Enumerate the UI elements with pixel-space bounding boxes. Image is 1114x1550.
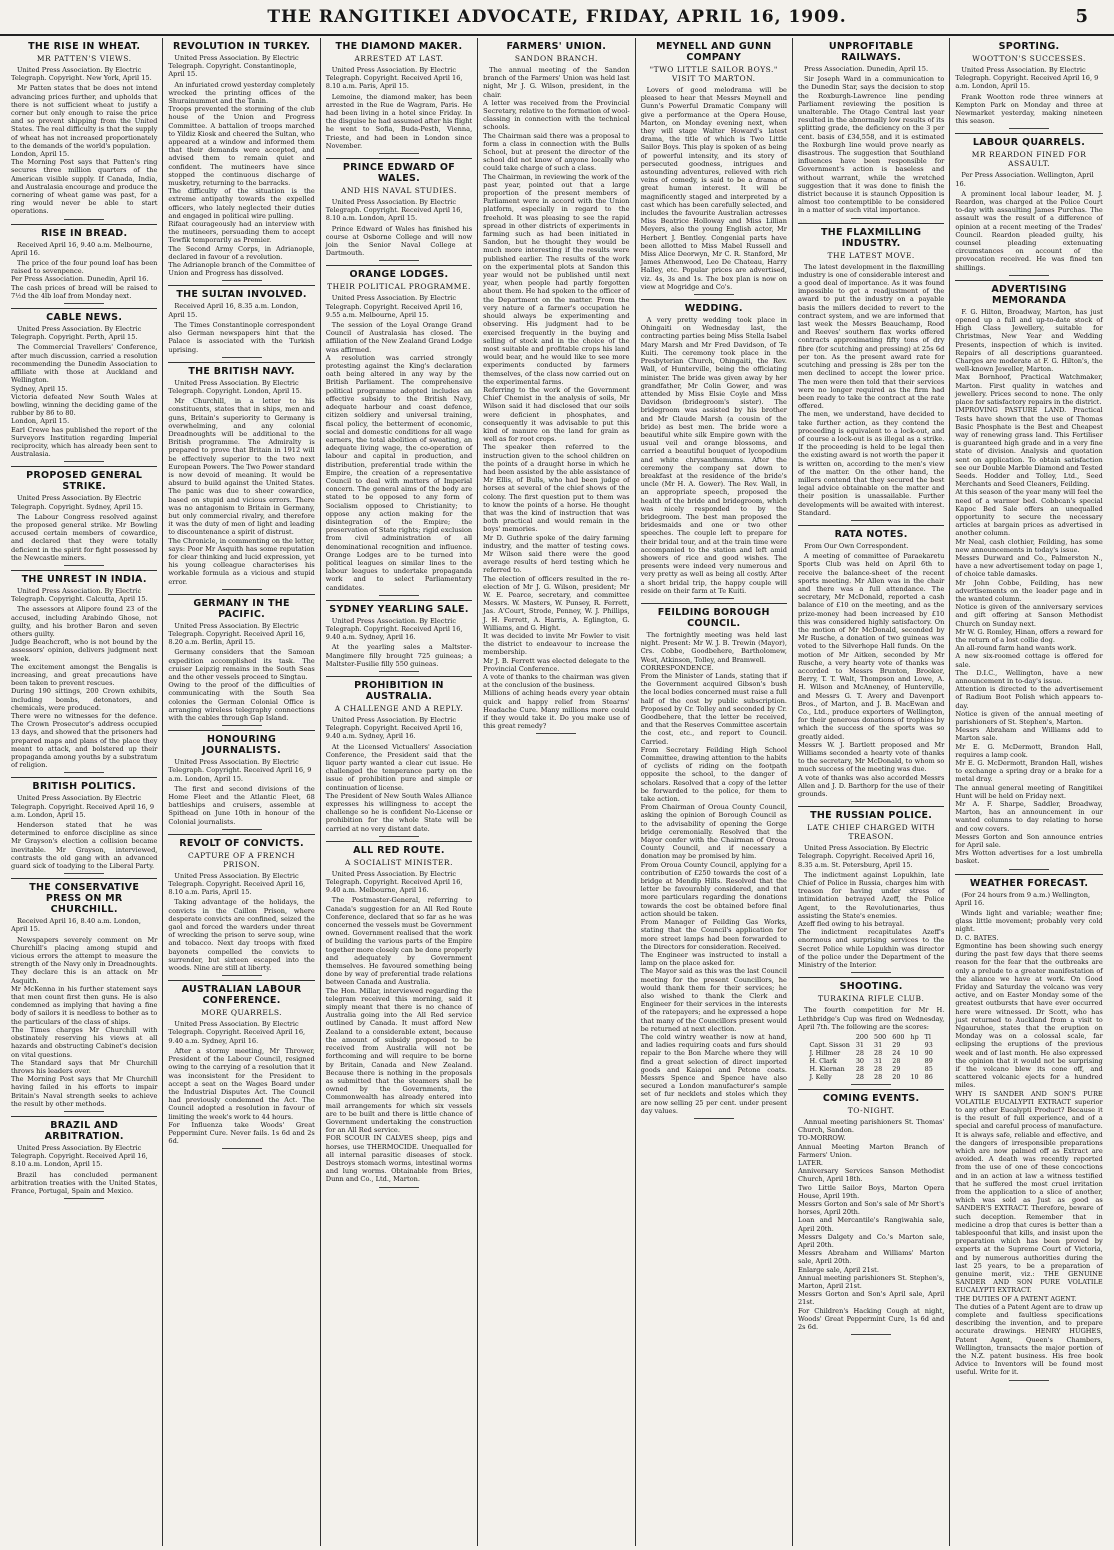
divider	[851, 520, 891, 521]
table-cell: 28	[855, 1072, 864, 1081]
article	[641, 603, 787, 1119]
article	[798, 41, 944, 219]
divider	[851, 1334, 891, 1335]
divider	[1009, 275, 1049, 276]
divider	[64, 303, 104, 304]
article-body: F. G. Hilton, Broadway, Marton, has just opened up a full and up-to-date stock of High Class Jewellery, suitable for Christmas, New Year and Wedding Presents, inspection of which is invited. Repairs of all descriptions guaranteed. Charges are moderate at F. G. Hilton's, the well-known Jeweller, Marton. Max Bornhoof, Practical Watchmaker, Marton. First quality in watches and jewellery. Prices second to none. The only place for satisfactory repairs in the district. IMPROVING PASTURE LAND. Practical Tests have shown that the use of Thomas Basic Phosphate is the Best and Cheapest way of renewing grass land. This Fertiliser is guaranteed high grade and in a very fine state of division. Analysis and quotation sent on application. To obtain satisfaction see our Double Marble Diamond and Tested Seeds. Hodder and Tolley, Ltd., Seed Merchants and Seed Cleaners, Feilding. At this season of the year many will feel the need of a warmer bed. Cobbcan's special Kapoc Bed Sale offers an unequalled opportunity to secure the necessary articles at bargain prices as advertised in another column. Mr Neal, cash clothier, Feilding, has some new announcements in today's issue. Messrs Durward and Co., Palmerston N., have a new advertisement today on page 1, of choice table damasks. Mr John Cobbe, Feilding, has new advertisements on the leader page and in the wanted column. Notice is given of the anniversary services and gift offering at Sanson Methodist Church on Sunday next. Mr W. G. Romley, Hinan, offers a reward for the return of a lost collie dog. An all-round farm hand wants work. A new six-roomed cottage is offered for sale. The D.I.C., Wellington, have a new announcement in to-day's issue. Attention is directed to the advertisement of Radium Boot Polish which appears to-day. Notice is given of the annual meeting of parishioners of St. Stephen's, Marton. Messrs Abraham and Williams add to Marton sale. Mr E. G. McDermott, Brandon Hall, requires a lamp cook. Mr E. G. McDermott, Brandon Hall, wishes to exchange a spring dray or a brake for a metal dray. The annual general meeting of Rangitikei Hunt will be held on Friday next. Mr A. F. Sharpe, Saddler, Broadway, Marton, has an announcement in our wanted columns to day relating to horse and cow covers. Messrs Gorton and Son announce entries for April sale. Mrs Wotton advertises for a lost umbrella basket.	[955, 307, 1103, 866]
article-dateline: United Press Association. By Electric Telegraph. Copyright. Calcutta, April 15.	[11, 586, 148, 604]
article-subheading: TO-NIGHT.	[847, 1105, 895, 1115]
article-subheading: A SOCIALIST MINISTER.	[344, 857, 453, 867]
table-cell: 89	[924, 1056, 933, 1065]
table-cell: 28	[855, 1064, 864, 1073]
article-headline: FEILDING BOROUGH COUNCIL.	[641, 603, 787, 629]
article-headline: FARMERS' UNION.	[506, 41, 607, 52]
article-headline: THE UNREST IN INDIA.	[11, 570, 157, 585]
table-cell: 28	[874, 1064, 883, 1073]
divider	[851, 1084, 891, 1085]
article-subheading: ARRESTED AT LAST.	[354, 54, 444, 63]
article-headline: THE BRITISH NAVY.	[168, 362, 314, 377]
table-row	[806, 1057, 935, 1065]
article-headline: WEDDING.	[641, 299, 787, 314]
table-cell: J. Kelly	[809, 1072, 832, 1081]
divider	[222, 280, 262, 281]
article-headline: THE RISE IN WHEAT.	[28, 41, 141, 52]
article-dateline: United Press Association. By Electric Telegraph. Copyright. Received April 16, 9.40 a.m. Sydney, April 16.	[325, 616, 463, 642]
article-headline: AUSTRALIAN LABOUR CONFERENCE.	[168, 980, 314, 1006]
article-dateline: Press Association. Dunedin, April 15.	[803, 65, 929, 73]
article-headline: REVOLUTION IN TURKEY.	[172, 41, 311, 52]
article-subheading: LATE CHIEF CHARGED WITH TREASON.	[807, 823, 936, 842]
article-body: The session of the Loyal Orange Grand Council of Australasia has closed. The affiliation of the New Zealand Grand Lodge was affirmed. A resolution was carried strongly protesting against the King's declaration oath being altered in any way by the British Parliament. The comprehensive political programme adopted includes an effective subsidy to the British Navy, adequate harbour and coast defence, citizen soldiery and universal training, fiscal policy, the betterment of economic, social and domestic conditions for all wage earners, the total abolition of sweating, an adequate living wage, the co-operation of labour and capital in production, and distribution, preferential trade within the Empire, the creation of a representative Council to deal with matters of Imperial concern. The general aims of the body are stated to be opposed to any form of Socialism opposed to Christianity; to oppose any action making for the disintegration of the Empire; the preservation of State rights; rigid exclusion from civil administration of all denominational recognition and influence. Orange Lodges are to be turned into political leagues on similar lines to the labour leagues to undertake propaganda work and to select Parliamentary candidates.	[325, 321, 473, 592]
article-body: An infuriated crowd yesterday completely wrecked the printing offices of the Shurainummet and the Tanin. Troops prevented the storming of the club house of the Union and Progress Committee. A battalion of troops marched to Yildiz Kiosk and cheered the Sultan, who appeared at a window and informed them that their demands were accepted, and advised them to remain quiet and confident. The mutineers have since stopped the continuous discharge of musketry, returning to the barracks. The difficulty of the situation is the extreme antipathy towards the expelled officers, who lately neglected their duties and engaged in political wire pulling. Rifaat courageously had an interview with the mutineers, persuading them to accept Tewfik temporarily as Premier. The Second Army Corps, in Adrianople, declared in favour of a revolution. The Adrianople branch of the Committee of Union and Progress has dissolved.	[168, 80, 315, 278]
article-dateline: (For 24 hours from 9 a.m.) Wellington, April 16.	[955, 890, 1091, 907]
article-dateline: United Press Association. By Electric Telegraph. Copyright. Received April 16, 9.40 a.m. Melbourne, April 16.	[325, 869, 463, 895]
column-3	[321, 38, 478, 1546]
divider	[536, 733, 576, 734]
article-body: A prominent local labour leader, M. J. Reardon, was charged at the Police Court to-day with assaulting James Purchas. The assault was the result of a difference of opinion at a recent meeting of the Trades' Council. Reardon pleaded guilty, his counsel pleading extenuating circumstances on account of the provocation received. He was fined ten shillings.	[955, 189, 1103, 272]
article-body: The assessors at Alipore found 23 of the accused, including Arabindo Ghose, not guilty, and his brother Baron and seven others guilty. Judge Beachcroft, who is not bound by the assessors' opinion, delivers judgment next week. The excitement amongst the Bengalis is increasing, and great precautions have been taken to prevent rescues. During 190 sittings, 200 Crown exhibits, including bombs, detonators, and chemicals, were produced. There were no witnesses for the defence. The Crown Prosecutor's address occupied 13 days, and showed that the prisoners had prepared maps and plans of the place they meant to attack, and bolstered up their propaganda among youths by a substratum of religion.	[11, 605, 158, 770]
article-headline: ALL RED ROUTE.	[326, 841, 472, 856]
article-subheading: WOOTTON'S SUCCESSES.	[972, 54, 1086, 63]
page-number: 5	[1075, 6, 1088, 27]
article-subheading: A CHALLENGE AND A REPLY.	[334, 703, 464, 713]
article	[11, 224, 157, 304]
table-cell: 93	[924, 1040, 933, 1049]
article	[11, 878, 157, 1112]
column-5	[636, 38, 793, 1546]
divider	[851, 801, 891, 802]
article-headline: THE CONSERVATIVE PRESS ON MR CHURCHILL.	[11, 878, 157, 915]
article-subheading: MR PATTEN'S VIEWS.	[36, 54, 132, 63]
article-dateline: United Press Association. By Electric Telegraph. Copyright. Received April 16, 9.40 a.m. Sydney, April 16.	[168, 1020, 306, 1045]
article-body: Brazil has concluded permanent arbitration treaties with the United States, France, Portugal, Spain and Mexico.	[11, 1170, 158, 1195]
article-body: Taking advantage of the holidays, the convicts in the Caillon Prison, where desperate convicts are confined, seized the gaol and forced the warders under threat of wrecking the prison to serve soup, wine and tobacco. Next day troops with fixed bayonets compelled the convicts to surrender, but sixteen escaped into the woods. Nine are still at liberty.	[168, 898, 315, 973]
table-cell: 28	[855, 1048, 864, 1057]
table-cell: H. Kiernan	[809, 1064, 845, 1073]
article-body: Annual meeting parishioners St. Thomas' Church, Sandon. TO-MORROW. Annual Meeting Marton Branch of Farmers' Union. LATER. Anniversary Services Sanson Methodist Church, April 18th. Two Little Sailor Boys, Marton Opera House, April 19th. Messrs Gorton and Son's sale of Mr Short's horses, April 20th. Loan and Mercantile's Rangiwahia sale, April 20th. Messrs Dalgety and Co.'s Marton sale, April 20th. Messrs Abraham and Williams' Marton sale, April 20th. Enlarge sale, April 21st. Annual meeting parishioners St. Stephen's, Marton, April 21st. Messrs Gorton and Son's April sale, April 21st. For Children's Hacking Cough at night, Woods' Great Peppermint Cure, 1s 6d and 2s 6d.	[797, 1117, 945, 1331]
table-row	[806, 1041, 935, 1049]
article-body: Henderson stated that he was determined to enforce discipline as since Mr Grayson's election a collision became inevitable. Mr Grayson, interviewed, contrasts the old gang with an advanced guard sick of toadying to the Liberal Party.	[11, 821, 158, 871]
article-subheading: CAPTURE OF A FRENCH PRISON.	[187, 850, 296, 869]
article-body: A meeting of committee of Paraekaretu Sports Club was held on April 6th to receive the balance-sheet of the recent sports meeting. Mr Allen was in the chair and there was a full attendance. The secretary, Mr McDonald, reported a cash balance of £10 on the meeting, and as the prize-money had been increased by £10 this was considered highly satisfactory. On the motion of Mr McDonald, seconded by Mr Rusche, a donation of two guineas was voted to the Silverhope Hall funds. On the motion of Mr Aitken, seconded by Mr Rusche, a very hearty vote of thanks was accorded to Messrs Brunton, Brooker, Berry, T. T. Walt, Thompson and Lowe, A. H. Wilson and McAneney, of Hunterville, and Messrs G. T. Avery and Davenport Bros., of Marton, and J. B. MacEwan and Co., Ltd., produce exporters of Wellington, for their generous donations of trophies by which the success of the sports was so greatly aided. Messrs W. J. Bartlett proposed and Mr Williams seconded a hearty vote of thanks to the secretary, Mr McDonald, to whom so much success of the meeting was due. A vote of thanks was also accorded Messrs Allen and J. D. Barthorp for the use of their grounds.	[797, 552, 945, 799]
article	[641, 299, 787, 599]
article-body: The first and second divisions of the Home Fleet and the Atlantic Fleet, 68 battleships and cruisers, assemble at Spithead on June 10th in honour of the Colonial journalists.	[168, 784, 315, 826]
article-body: The price of the four pound loaf has been raised to sevenpence. Per Press Association. Dunedin, April 16. The cash prices of bread will be raised to 7½d the 4lb loaf from Monday next.	[11, 259, 158, 300]
divider	[694, 294, 734, 295]
divider	[222, 357, 262, 358]
article-body: Germany considers that the Samoan expedition accomplished its task. The cruiser Leipzig remains in the South Seas and the other vessels proceed to Singtau. Owing to the proof of the difficulties of communicating with the South Sea colonies the German Colonial Office is arranging wireless telegraphy connections with the cables through Gap Island.	[168, 648, 315, 723]
article-headline: CABLE NEWS.	[11, 308, 157, 323]
article	[798, 977, 944, 1085]
article-body: Lovers of good melodrama will be pleased to hear that Messrs Meynell and Gunn's Powerful Dramatic Company will give a performance at the Opera House, Marton, on Monday evening next, when they will stage Walter Howard's latest drama, the title of which is Two Little Sailor Boys. This play is spoken of as being of powerful intensity, and its story of persecuted goodness, intrigues and astounding adventures, relieved with rich veins of comedy, is said to be a drama of great human interest. It will be magnificently staged and interpreted by a cast which has been carefully selected, and includes the favourite Australian actresses Miss Beatrice Holloway and Miss Lillian Meyers, also the young English actor, Mr Herbert J. Bentley. Congenial parts have been allotted to Miss Mabel Russell and Miss Alice Deorwyn, Mr C. R. Stanford, Mr James Athenwood, Leo De Chateau, Harry Halley, etc. Popular prices are advertised, viz. 4s, 3s and 1s. The box plan is now on view at Mogridge and Co's.	[640, 86, 787, 291]
table-cell: 30	[855, 1056, 864, 1065]
table-cell: 29	[892, 1040, 901, 1049]
article-dateline: United Press Association. By Electric Telegraph. Copyright. New York, April 15.	[11, 66, 152, 83]
article-headline: SPORTING.	[998, 41, 1060, 52]
divider	[222, 829, 262, 830]
article	[11, 777, 157, 874]
article-headline: RISE IN BREAD.	[11, 224, 157, 239]
article-subheading: MORE QUARRELS.	[201, 1008, 283, 1018]
divider	[64, 461, 104, 462]
article	[168, 834, 314, 976]
article-body: Mr Churchill, in a letter to his constituents, states that in ships, men and guns, Britain's superiority to Germany is overwhelming, and any colonial Dreadnoughts will be additional to the British programme. The Admiralty is prepared to prove that Britain in 1912 will be effectively superior to the two next European Powers. The Two Power standard is now devoid of meaning. It would be absurd to build against the United States. The panic was due to sheer cowardice, based on stupid and vicious errors. There was no antagonism to Britain in Germany, but only commercial rivalry, and therefore it was the duty of men of light and leading to discountenance a spirit of distrust. The Chronicle, in commenting on the letter, says: Poor Mr Asquith has some reputation for clear thinking and lucid expression, yet his young colleague characterises his workable formula as a vicious and stupid error.	[168, 397, 315, 586]
article-body: The fourth competition for Mr H. Lethbridge's Cup was fired on Wednesday, April 7th. The following are the scores:	[797, 1006, 945, 1031]
article-dateline: United Press Association. By Electric Telegraph. Copyright. Received April 16, 8.10 a.m. Paris, April 15.	[168, 871, 306, 897]
divider	[694, 598, 734, 599]
divider	[64, 219, 104, 220]
article-dateline: United Press Association. By Electric Telegraph. Copyright. Received April 16, 8.10 a.m. Paris, April 15.	[325, 66, 463, 91]
article	[168, 594, 314, 726]
article-dateline: United Press Association. By Electric Telegraph. Copyright. Received April 16, 9.55 a.m. Melbourne, April 15.	[325, 294, 463, 319]
article-subheading: THEIR POLITICAL PROGRAMME.	[327, 282, 471, 292]
article-subheading: TURAKINA RIFLE CLUB.	[817, 994, 925, 1004]
article	[168, 980, 314, 1149]
divider	[222, 1148, 262, 1149]
article	[168, 362, 314, 590]
article-dateline: United Press Association. By Electric Telegraph. Copyright. London, April 15.	[168, 378, 302, 395]
article-dateline: United Press Association. By Electric Telegraph. Copyright. Received April 16, 8.20 a.m. Berlin, April 15.	[168, 621, 306, 647]
divider	[64, 772, 104, 773]
divider	[851, 218, 891, 219]
article-body: Lemoine, the diamond maker, has been arrested in the Rue de Wagram, Paris. He had been living in a hotel since Friday. In the disguise he had assumed after his flight he went to Sofia, Buda-Pesth, Vienna, Trieste, and had been in London since November.	[325, 92, 473, 150]
article	[326, 841, 472, 1188]
newspaper-title: THE RANGITIKEI ADVOCATE, FRIDAY, APRIL 16, 1909.	[267, 7, 847, 27]
article-headline: BRITISH POLITICS.	[11, 777, 157, 792]
article-body: The Times Constantinople correspondent also German newspapers hint that the Palace is associated with the Turkish uprising.	[168, 320, 315, 354]
table-cell: 31	[874, 1056, 883, 1065]
article-headline: SYDNEY YEARLING SALE.	[326, 600, 472, 615]
table-row	[806, 1073, 935, 1081]
article-subheading: "TWO LITTLE SAILOR BOYS." VISIT TO MARTON.	[649, 65, 778, 83]
divider	[64, 1111, 104, 1112]
article-body: The latest development in the flaxmilling industry is one of considerable interest and a good deal of importance. As it was found impossible to get a readjustment of the award to put the industry on a payable basis the millers decided to revert to the contract system, and we are informed that last week the Messrs Beauchamp, Rood and Reeves' southern flax works offered contracts approximating fifty tons of dry fibre (for scutching and pressing) at 25s 6d per ton. As the present award rate for scutching and pressing is 28s per ton the men declined to accept the lower price. The men were then told that their services were no longer required as the firm had been ready to take the contract at the rate offered. The men, we understand, have decided to take further action, as they contend the proceeding is equivalent to a lock-out, and of course a lock-out is as illegal as a strike. If the proceeding is held to be legal then the existing award is not worth the paper it is written on, according to the men's view of the matter. On the other hand, the millers contend that they secured the best legal advice obtainable on the matter and their position is unassailable. Further developments will be awaited with interest. Standard.	[797, 262, 945, 517]
article	[326, 41, 472, 154]
table-cell: 90	[924, 1048, 933, 1057]
article	[326, 265, 472, 595]
article-headline: ADVERTISING MEMORANDA	[955, 280, 1102, 306]
article	[955, 133, 1102, 275]
divider	[379, 260, 419, 261]
article-headline: PROPOSED GENERAL STRIKE.	[11, 466, 157, 492]
article-dateline: United Press Association. By Electric Telegraph. Copyright. Perth, April 15.	[11, 325, 142, 342]
article-headline: LABOUR QUARRELS.	[955, 133, 1102, 148]
article-body: Frank Wootton rode three winners at Kempton Park on Monday and three at Newmarket yesterday, making nineteen this season.	[955, 92, 1103, 126]
article	[11, 570, 157, 773]
divider	[222, 589, 262, 590]
table-cell: 29	[892, 1064, 901, 1073]
article-body: The Labour Congress resolved against the proposed general strike. Mr Bowling accused certain members of cowardice, and declared that they were totally deficient in the spirit for fight possessed by the Newcastle miners.	[11, 512, 158, 562]
article-body: The annual meeting of the Sandon branch of the Farmers' Union was held last night, Mr J. G. Wilson, president, in the chair. A letter was received from the Provincial Secretary, relative to the formation of wool-classing in connection with the technical schools. The Chairman said there was a proposal to form a class in connection with the Bulls School, but at present the director of the school did not know of anyone locally who could take charge of such a class. The Chairman, in reviewing the work of the past year, pointed out that a large proportion of the present members of Parliament were in accord with the Union platform, especially in regard to the freehold. It was pleasing to see the rapid spread in other districts of experiments in farming such as had been initiated in Sandon, but he thought they would be much more interesting if the results were published earlier. The results of the work on the experimental plots at Sandon this year would not be published until next year, when people had partly forgotten about them. He had spoken to the officer of the Department on the matter. From the very nature of a farmer's occupation he should always be experimenting and observing. His judgment had to be exercised frequently in the buying and selling of stock and in the choice of the most suitable and profitable crops his land would bear, and he would like to see more experiments conducted by farmers themselves, of the class now carried out on the experimental farms. Referring to the work of the Government Chief Chemist in the analysis of soils, Mr Wilson said it had disclosed that our soils were deficient in phosphates, and consequently it was advisable to put this kind of manure on the land for grain as well as for root crops. The speaker then referred to the instruction given to the school children on the points of a draught horse in which he had been assisted by the able assistance of Mr Ellis, of Bulls, who had been judge of horses at several of the chief shows of the colony. The first question put to them was to know the points of a horse. He thought that was the kind of instruction that was both practical and would remain in the boys' memories. Mr D. Guthrie spoke of the dairy farming industry, and the matter of testing cows. Mr Wilson said there were the good average results of herd testing which he referred to. The election of officers resulted in the re-election of Mr J. G. Wilson, president; Mr W. E. Pearce, secretary, and committee Messrs. W. Masters, W. Punsey, R. Ferrett, Jas. A'Court, Strode, Penney, W. J. Phillips, J. H. Ferrett, A. Harris, A. Eglington, G. Williams, and G. Hight. It was decided to invite Mr Fowler to visit the district to endeavour to increase the membership. Mr J. B. Ferrett was elected delegate to the Provincial Conference. A vote of thanks to the chairman was given at the conclusion of the business. Millions of aching heads every year obtain quick and happy relief from Stearns' Headache Cure. Many millions more could if they would take it. Do you make use of this great remedy?	[483, 66, 630, 731]
article-body: After a stormy meeting, Mr Thrower, President of the Labour Council, resigned owing to the carrying of a resolution that it was inconsistent for the President to accept a seat on the Wages Board under the Industrial Disputes Act. The Council had previously condemned the Act. The Council adopted a resolution in favour of limiting the week's work to 44 hours. For Influenza take Woods' Great Peppermint Cure. Never fails. 1s 6d and 2s 6d.	[168, 1046, 315, 1146]
article	[955, 41, 1102, 129]
article	[798, 525, 944, 802]
article	[11, 41, 157, 220]
article	[168, 41, 314, 281]
column-1	[6, 38, 163, 1546]
divider	[64, 1198, 104, 1199]
table-cell	[907, 1041, 921, 1049]
article-headline: THE FLAXMILLING INDUSTRY.	[798, 223, 944, 249]
article-headline: UNPROFITABLE RAILWAYS.	[828, 41, 914, 63]
divider	[64, 565, 104, 566]
table-cell: 500	[874, 1032, 887, 1041]
article-headline: PRINCE EDWARD OF WALES.	[326, 158, 472, 184]
article	[326, 600, 472, 672]
article-dateline: United Press Association. By Electric Telegraph. Copyright. Sydney, April 15.	[11, 494, 143, 511]
article-headline: GERMANY IN THE PACIFIC.	[168, 594, 314, 620]
divider	[379, 153, 419, 154]
article-body: The fortnightly meeting was held last night. Present: Mr W. J. B. Trewin (Mayor), Crs. Cobbe, Goodbehere, Bartholomew, West, Atkinson, Tolley, and Bramwell. CORRESPONDENCE. From the Minister of Lands, stating that if the Government acquired Gibson's bush the local bodies concerned must raise a full half of the cost by public subscription. Proposed by Cr. Tolley and seconded by Cr. Goodbehere, that the letter be received, and that the Reserves Committee ascertain the cost, etc., and report to Council. Carried. From Secretary Feilding High School Committee, drawing attention to the habits of cyclists of riding on the footpath opposite the school, to the danger of scholars. Resolved that a copy of the letter be forwarded to the police, for them to take action. From Chairman of Oroua County Council, asking the opinion of Borough Council as to the advisability of opening the Gorge bridge ceremonially. Resolved that the Mayor confer with the Chairman of Oroua County Council, and if necessary a donation may be promised by him. From Oroua County Council, applying for a contribution of £250 towards the cost of a bridge at Mendip Hills. Resolved that the letter be favourably considered, and that more particulars regarding the donations towards the cost be obtained before final action should be taken. From Manager of Feilding Gas Works, stating that the Council's application for more street lamps had been forwarded to the Directors for consideration. Received. The Engineer was instructed to install a lamp on the place asked for. The Mayor said as this was the last Council meeting for the present Councillors, he would thank them for their services; he also wished to thank the Clerk and Engineer for their services in the interests of the ratepayers; and he expressed a hope that many of the Councillors present would be returned at next election. The cold wintry weather is now at hand, and ladies requiring coats and furs should repair to the Bon Marche where they will find a great selection of direct imported goods and Kaiapoi and Petone coats. Messrs Spence and Spence have also secured a London manufacturer's sample set of fur necklets and stoles which they are now selling 25 per cent. under present day values.	[640, 630, 787, 1115]
article-dateline: United Press Association. By Electric Telegraph. Copyright. Received April 16, 8.35 a.m. St. Petersburg, April 15.	[797, 844, 935, 869]
article-dateline: Received April 16, 8.35 a.m. London, April 15.	[168, 302, 299, 319]
table-cell: Capt. Sisson	[809, 1040, 850, 1049]
article-body: A very pretty wedding took place in Ohingaiti on Wednesday last, the contracting parties being Miss Stella Isabel Mary Marsh and Mr Fred Davidson, of Te Kuiti. The ceremony took place in the Presbyterian Church, Ohingaiti, the Rev. Wall, of Hunterville, being the officiating minister. The bride was given away by her grandfather, Mr Colin Gower, and was attended by Miss Elsie Coyle and Miss Davidson (bridegroom's sister). The bridegroom was assisted by his brother and Mr Claude Marsh (a cousin of the bride) as best men. The bride wore a beautiful white silk Empire gown with the usual veil and orange blossoms, and carried a beautiful bouquet of lycopodium and white chrysanthemums. After the ceremony the company sat down to breakfast at the residence of the bride's uncle (Mr H. A. Gower). The Rev. Wall, in an appropriate speech, proposed the health of the bride and bridegroom, which was nicely responded to by the bridegroom. The best man proposed the bridesmaids and one or two other speeches. The couple left to prepare for their bridal tour, and at the train time were accompanied to the station and left amid showers of rice and good wishes. The presents were indeed very numerous and very pretty as well as being all costly. After a short bridal trip, the happy couple will reside on their farm at Te Kuiti.	[640, 316, 787, 595]
article	[168, 730, 314, 830]
article-headline: HONOURING JOURNALISTS.	[168, 730, 314, 756]
article-body: Sir Joseph Ward in a communication to the Dunedin Star, says the decision to stop the Roxburgh-Lawrence line pending Parliament reviewing the position is unalterable. The Otago Central last year resulted in the abnormally low results of its splitting grade, the deficiency on the 3 per cent. basis of £34,558, and it is estimated the Roxburgh line would prove nearly as disastrous. The suggestion that Southland influences have been responsible for Government's action is baseless and without warrant, while the wretched suggestion that it was done to finish the district because it is staunch Opposition is almost too contemptible to be considered in a matter of such vital importance.	[797, 75, 945, 215]
table-cell: hp	[910, 1032, 919, 1041]
divider	[64, 873, 104, 874]
article-dateline: United Press Association. By Electric Telegraph. Copyright. Received April 16, 9.40 a.m. Sydney, April 16.	[325, 715, 463, 741]
article	[641, 41, 787, 295]
article-subheading: MR REARDON FINED FOR ASSAULT.	[971, 150, 1087, 169]
article-body: The Postmaster-General, referring to Canada's suggestion for an All Red Route Conference, declared that so far as he was concerned the vessels must be Government owned. Government realised that the work of building the various parts of the Empire together more closely can be done properly and adequately by Government themselves. He favoured something being done by way of preferential trade relations between Canada and Australia. The Hon. Millar, interviewed regarding the telegram received this morning, said it simply meant that there is no chance of Australia going into the All Red service outlined by Canada. It must afford New Zealand to a considerable extent, because the amount of subsidy proposed to be received from Australia will not be forthcoming and will require to be borne by Britain, Canada and New Zealand. Because there is nothing in the proposals as submitted that the steamers shall be owned by the Governments, the Commonwealth has already entered into mail arrangements for which six vessels are to be built and there is little chance of Government undertaking the construction for an All Red service. FOR SCOUR IN CALVES sheep, pigs and horses, use THERMOCIDE. Unequalled for all internal parasitic diseases of stock. Destroys stomach worms, intestinal worms and lung worms. Obtainable from Bries, Dunn and Co., Ltd., Marton.	[325, 896, 473, 1184]
article-headline: BRAZIL AND ARBITRATION.	[11, 1116, 157, 1142]
article-dateline: United Press Association. By Electric Telegraph. Copyright. Constantinople, April 15.	[168, 54, 299, 79]
table-cell: 31	[874, 1040, 883, 1049]
article-headline: WEATHER FORECAST.	[955, 874, 1102, 889]
table-row	[806, 1065, 935, 1073]
shooting-scores-table	[806, 1033, 935, 1081]
article-headline: RATA NOTES.	[798, 525, 944, 540]
table-cell: Tl	[924, 1032, 931, 1041]
article-headline: THE RUSSIAN POLICE.	[798, 806, 944, 821]
table-cell: 10	[910, 1072, 919, 1081]
article-headline: COMING EVENTS.	[798, 1089, 944, 1104]
divider	[1009, 1380, 1049, 1381]
article-headline: THE SULTAN INVOLVED.	[168, 285, 314, 300]
divider	[379, 1187, 419, 1188]
column-2	[163, 38, 320, 1546]
divider	[1009, 869, 1049, 870]
divider	[379, 671, 419, 672]
divider	[379, 836, 419, 837]
article-body: The indictment against Lopukhin, late Chief of Police in Russia, charges him with treason for having under stress of intimidation betrayed Azeff, the Police Agent, to the Revolutionaries, thus assisting the State's enemies. Azeff fled owing to his betrayal. The indictment recapitulates Azeff's enormous and surprising services to the Secret Police while Lopukhin was director of the police under the Department of the Ministry of the Interior.	[797, 870, 945, 970]
divider	[694, 1118, 734, 1119]
article-dateline: United Press Association. By Electric Telegraph. Copyright. Received April 16, 9 a.m. London, April 15.	[11, 794, 155, 819]
table-cell: 20	[892, 1072, 901, 1081]
article-headline: THE DIAMOND MAKER.	[335, 41, 463, 52]
divider	[379, 595, 419, 596]
article-headline: PROHIBITION IN AUSTRALIA.	[326, 676, 472, 702]
article	[955, 280, 1102, 870]
column-6	[793, 38, 950, 1546]
divider	[222, 975, 262, 976]
columns	[6, 38, 1108, 1546]
article-headline: REVOLT OF CONVICTS.	[168, 834, 314, 849]
article-body: Winds light and variable; weather fine; glass little movement; probably very cold night. D. C. BATES. Egmontine has been showing such energy during the past few days that there seems reason for the fear that the outbreaks are only a prelude to a greater manifestation of the aliance we have at work. On Good Friday and Saturday the volcano was very active, and on Easter Monday some of the greatest outbursts that have ever occurred here were witnessed. Dr Scott, who has just returned to Auckland from a visit to Ngauruhoe, states that the eruption on Monday was on a colossal scale, far eclipsing the eruptions of the previous week and of last month. He also expressed the opinion that it would not be surprising if the volcano blew its cone off, and scattered volcanic ejects for a hundred miles. WHY IS SANDER AND SON'S PURE VOLATILE EUCALYPTI EXTRACT superior to any other Eucalypti Product? Because it is the result of full experience, and of a special and careful process of manufacture. It is always safe, reliable and effective, and the dangers of irresponsible preparations which are now palmed off as Extract are avoided. A death was recently reported from the use of one of these concoctions and in an action at law a witness testified that he suffered the most cruel irritation from the application to a slice of another, which was sold as Just as good as SANDER'S EXTRACT. Therefore, beware of such deception. Remember that in medicine a drop that cures is better than a tablespoonful that kills, and insist upon the preparation which has been proved by experts at the Supreme Court of Victoria, and by numerous authorities during the last 25 years, to be a preparation of genuine merit, viz.: THE GENUINE SANDER AND SON PURE VOLATILE EUCALYPTI EXTRACT. THE DUTIES OF A PATENT AGENT. The duties of a Patent Agent are to draw up complete and faultless specifications describing the invention, and to prepare accurate drawings. HENRY HUGHES, Patent Agent, Queen's Chambers, Wellington, transacts the major portion of the N.Z. patent business. His free book Advice to Inventors will be found most useful. Write for it.	[955, 909, 1103, 1377]
article-dateline: United Press Association. By Electric Telegraph. Copyright. Received April 16, 9 a.m. London, April 15.	[955, 66, 1099, 91]
article-dateline: Received April 16, 8.40 a.m. London, April 15.	[11, 917, 141, 934]
article-dateline: Received April 16, 9.40 a.m. Melbourne, April 16.	[11, 240, 153, 257]
article-dateline: Per Press Association. Wellington, April 16.	[955, 171, 1094, 188]
article	[11, 1116, 157, 1199]
article	[326, 676, 472, 837]
table-cell: 10	[910, 1048, 919, 1057]
article-body: At the yearling sales a Maltster-Mangimere filly brought 725 guineas; a Maltster-Fusilie filly 550 guineas.	[325, 643, 473, 668]
table-cell: 28	[874, 1072, 883, 1081]
article	[955, 874, 1102, 1381]
article	[11, 466, 157, 566]
table-cell: 86	[924, 1072, 933, 1081]
article-body: At the Licensed Victuallers' Association Conference, the President said that the liquor party wanted a clear cut issue. He challenged the temperance party on the issue of prohibition pure and simple or continuation of license. The President of New South Wales Alliance expresses his willingness to accept the challenge so he is confident No-License or prohibition for the whole State will be carried at no very distant date.	[325, 742, 473, 833]
table-cell: 85	[924, 1064, 933, 1073]
article-headline: ORANGE LODGES.	[326, 265, 472, 280]
table-cell: 31	[855, 1040, 864, 1049]
article-body: Newspapers severely comment on Mr Churchill's placing among stupid and vicious errors the attempt to measure the strength of the Navy only in Dreadnoughts. They declare this is an attack on Mr Asquith. Mr McKenna in his further statement says that men count first then guns. He is also condemned as implying that having a fine body of sailors it is needless to bother as to the particulars of the class of ships. The Times charges Mr Churchill with obstinately reserving his views at all hazards and obstructing Cabinet's decision on vital questions. The Standard says that Mr Churchill throws his leaders over. The Morning Post says that Mr Churchill having failed in his efforts to impair Britain's Naval strength seeks to achieve the result by other methods.	[11, 935, 158, 1108]
article	[326, 158, 472, 261]
table-cell	[907, 1057, 921, 1065]
article	[483, 41, 629, 734]
article	[798, 806, 944, 973]
article-body: Mr Patten states that be does not intend advancing prices further, and upholds that there is not sufficient wheat to justify a corner but only enough to raise the price and so prevent shipping from the United States. The real difficulty is that the supply of wheat has not increased proportionately to the demands of the world's population. London, April 15. The Morning Post says that Patten's ring secures three million quarters of the American visible supply. If Canada, India, and Australasia encourage and produce the cornering of wheat game was past, for a ring would never be able to start operations.	[11, 84, 158, 216]
table-cell	[907, 1065, 921, 1073]
table-cell	[806, 1033, 852, 1041]
article-subheading: THE LATEST MOVE.	[827, 250, 915, 260]
article-body: The Commercial Travellers' Conference, after much discussion, carried a resolution recommending the Dunedin Association to affiliate with those at Auckland and Wellington. Sydney, April 15. Victoria defeated New South Wales at bowling, winning the deciding game of the rubber by 86 to 80. London, April 15. Earl Crewe has published the report of the Surveyors Institution regarding Imperial reciprocity, which has already been sent to Australasia.	[11, 343, 158, 459]
table-cell: J. Hillmer	[809, 1048, 841, 1057]
table-cell: H. Clark	[809, 1056, 837, 1065]
article	[168, 285, 314, 357]
article-headline: MEYNELL AND GUNN COMPANY	[656, 41, 772, 63]
table-row	[806, 1049, 935, 1057]
table-cell: 600	[892, 1032, 905, 1041]
article-dateline: United Press Association. By Electric Telegraph. Copyright. Received April 16, 8.10 a.m. London, April 15.	[11, 1143, 148, 1169]
table-cell: 28	[874, 1048, 883, 1057]
article	[798, 223, 944, 521]
article-dateline: From Our Own Correspondent.	[803, 541, 909, 550]
divider	[1009, 128, 1049, 129]
table-cell: 28	[892, 1056, 901, 1065]
article-dateline: United Press Association. By Electric Telegraph. Copyright. Received April 16, 8.10 a.m. London, April 15.	[325, 198, 463, 223]
table-cell: 24	[892, 1048, 901, 1057]
masthead	[0, 0, 1114, 36]
column-4	[478, 38, 635, 1546]
divider	[222, 725, 262, 726]
article-dateline: United Press Association. By Electric Telegraph. Copyright. Received April 16, 9 a.m. London, April 15.	[168, 758, 312, 783]
article	[11, 308, 157, 462]
divider	[851, 972, 891, 973]
article	[798, 1089, 944, 1335]
column-7	[950, 38, 1107, 1546]
article-subheading: SANDON BRANCH.	[514, 54, 598, 63]
table-header-row	[806, 1033, 935, 1041]
article-headline: SHOOTING.	[798, 977, 944, 992]
table-cell: 200	[855, 1032, 869, 1041]
article-body: Prince Edward of Wales has finished his course at Osborne College and will now join the Senior Naval College at Dartmouth.	[325, 224, 473, 258]
article-subheading: AND HIS NAVAL STUDIES.	[341, 186, 457, 196]
